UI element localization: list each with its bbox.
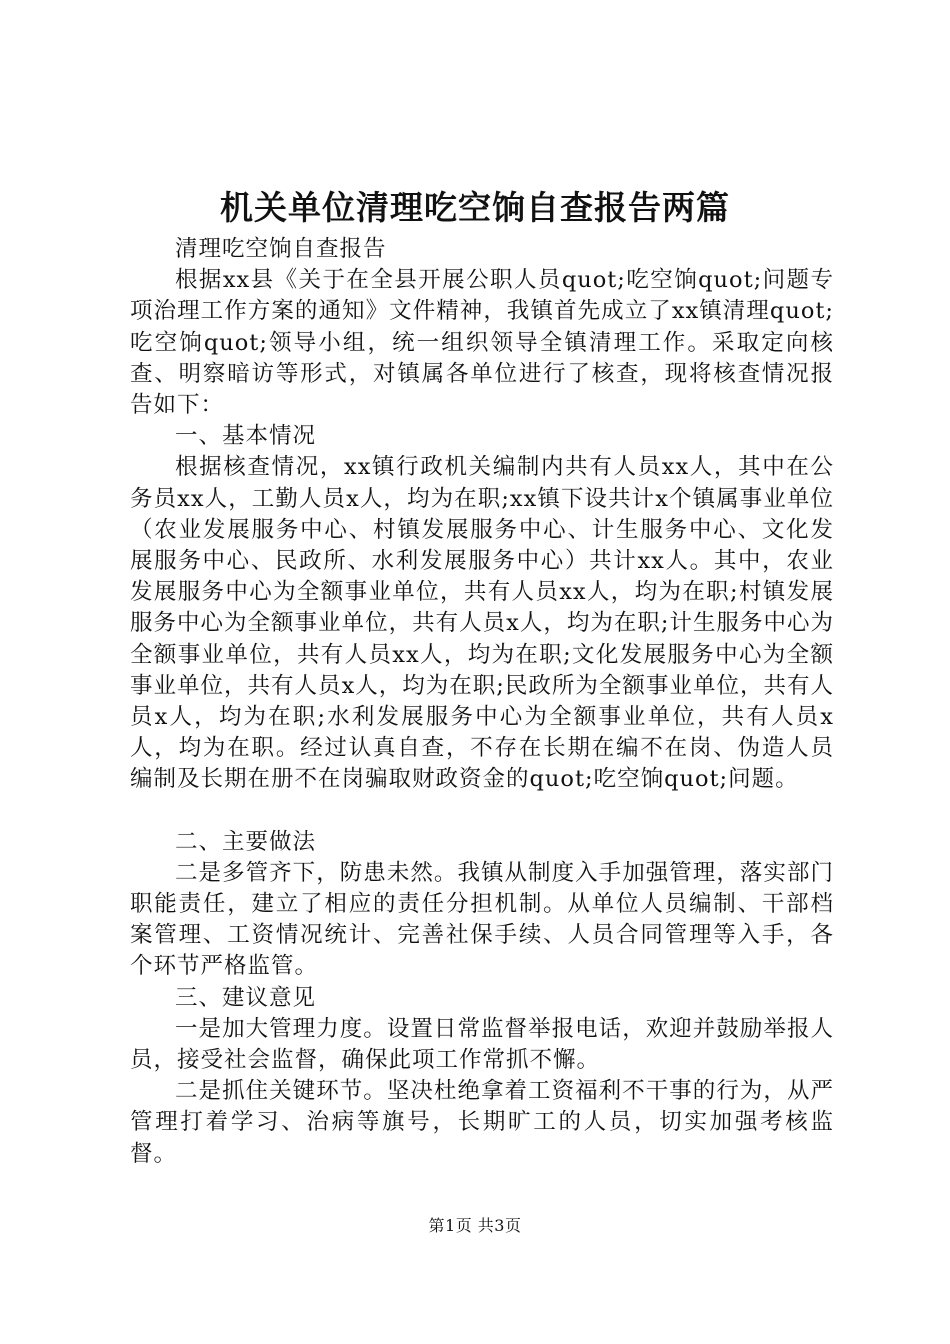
document-title: 机关单位清理吃空饷自查报告两篇 xyxy=(220,188,730,227)
document-body xyxy=(130,234,834,1170)
basic-situation-paragraph: 根据核查情况，xx镇行政机关编制内共有人员xx人，其中在公务员xx人，工勤人员x人，均为在职;xx镇下设共计x个镇属事业单位（农业发展服务中心、村镇发展服务中心、计生服务中心、文化发展服务中心、民政所、水利发展服务中心）共计xx人。其中，农业发展服务中心为全额事业单位，共有人员xx人，均为在职;村镇发展服务中心为全额事业单位，共有人员x人，均为在职;计生服务中心为全额事业单位，共有人员xx人，均为在职;文化发展服务中心为全额事业单位，共有人员x人，均为在职;民政所为全额事业单位，共有人员x人，均为在职;水利发展服务中心为全额事业单位，共有人员x人，均为在职。经过认真自查，不存在长期在编不在岗、伪造人员编制及长期在册不在岗骗取财政资金的quot;吃空饷quot;问题。 xyxy=(130,454,834,793)
suggestion-paragraph-2: 二是抓住关键环节。坚决杜绝拿着工资福利不干事的行为，从严管理打着学习、治病等旗号，长期旷工的人员，切实加强考核监督。 xyxy=(130,1078,834,1167)
section-heading-basic-situation: 一、基本情况 xyxy=(175,423,317,450)
report-subtitle: 清理吃空饷自查报告 xyxy=(175,236,387,262)
section-heading-main-measures: 二、主要做法 xyxy=(175,828,317,855)
intro-paragraph: 根据xx县《关于在全县开展公职人员quot;吃空饷quot;问题专项治理工作方案的通知》文件精神，我镇首先成立了xx镇清理quot;吃空饷quot;领导小组，统一组织领导全镇清理工作。采取定向核查、明察暗访等形式，对镇属各单位进行了核查，现将核查情况报告如下： xyxy=(130,267,834,419)
page-number-footer: 第1页 共3页 xyxy=(428,1216,522,1235)
suggestion-paragraph-1: 一是加大管理力度。设置日常监督举报电话，欢迎并鼓励举报人员，接受社会监督，确保此项工作常抓不懈。 xyxy=(130,1015,834,1074)
section-heading-suggestions: 三、建议意见 xyxy=(175,984,317,1011)
paragraph-spacer xyxy=(130,796,834,827)
main-measures-paragraph: 二是多管齐下，防患未然。我镇从制度入手加强管理，落实部门职能责任，建立了相应的责任分担机制。从单位人员编制、干部档案管理、工资情况统计、完善社保手续、人员合同管理等入手，各个环节严格监管。 xyxy=(130,859,834,980)
